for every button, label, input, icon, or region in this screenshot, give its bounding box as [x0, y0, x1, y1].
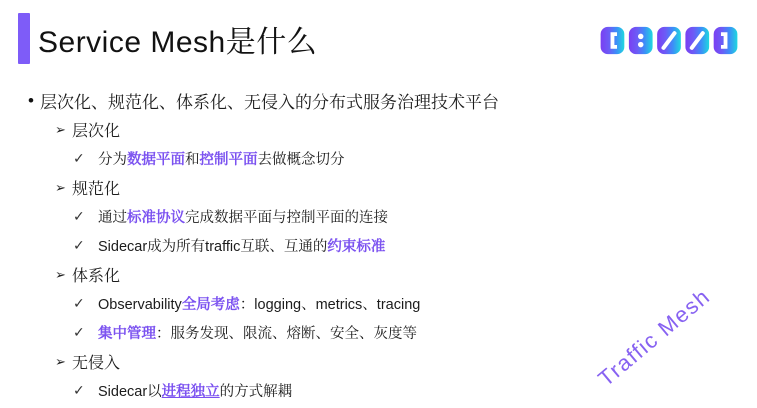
- arrow-bullet-icon: ➢: [55, 353, 66, 369]
- check-icon: ✓: [73, 150, 85, 166]
- check-icon: ✓: [73, 208, 85, 224]
- main-bullet-text: 层次化、规范化、体系化、无侵入的分布式服务治理技术平台: [40, 93, 499, 112]
- highlighted-term: 集中管理: [98, 326, 156, 342]
- highlighted-term: 控制平面: [199, 152, 258, 168]
- detail-item-row: [28, 376, 737, 405]
- dubbo-logo: [600, 25, 738, 56]
- plain-text: 通过: [98, 210, 127, 226]
- highlighted-term: 全局考虑: [181, 297, 240, 313]
- detail-item-row: [28, 289, 737, 318]
- plain-text: 去做概念切分: [257, 152, 345, 168]
- arrow-bullet-icon: ➢: [55, 179, 66, 195]
- check-icon: ✓: [73, 382, 85, 398]
- plain-text: 分为: [98, 152, 127, 168]
- plain-text: 和: [185, 152, 200, 168]
- highlighted-term: 约束标准: [327, 239, 386, 255]
- section-heading-row: [28, 260, 737, 289]
- check-icon: ✓: [73, 295, 85, 311]
- page-title: Service Mesh是什么: [38, 26, 318, 59]
- plain-text: ：服务发现、限流、熔断、安全、灰度等: [156, 326, 417, 342]
- main-bullet-row: [28, 86, 737, 115]
- detail-item-row: [28, 202, 737, 231]
- logo-letter-u: [629, 27, 653, 54]
- highlighted-term: 标准协议: [127, 210, 185, 226]
- arrow-bullet-icon: ➢: [55, 121, 66, 137]
- highlighted-term: 进程独立: [161, 384, 220, 400]
- check-icon: ✓: [73, 237, 85, 253]
- plain-text: Observability: [98, 297, 182, 313]
- section-heading-row: [28, 115, 737, 144]
- dot-bullet-icon: •: [28, 90, 34, 110]
- detail-item-text: [98, 322, 417, 343]
- detail-item-text: [98, 235, 385, 256]
- highlighted-term: 数据平面: [127, 152, 185, 168]
- plain-text: ：logging、metrics、tracing: [239, 297, 421, 313]
- section-heading-text: 规范化: [72, 181, 121, 198]
- watermark-traffic-mesh: Traffic Mesh: [593, 283, 715, 392]
- plain-text: 完成数据平面与控制平面的连接: [185, 210, 388, 226]
- detail-item-row: [28, 231, 737, 260]
- plain-text: 的方式解耦: [219, 384, 293, 400]
- detail-item-text: [98, 206, 388, 227]
- section-heading-text: 层次化: [72, 123, 121, 140]
- section-heading-row: [28, 173, 737, 202]
- detail-item-text: [98, 293, 420, 314]
- detail-item-text: [98, 380, 292, 401]
- title-accent-bar: [18, 13, 30, 64]
- plain-text: Sidecar以: [98, 384, 162, 400]
- detail-item-text: [98, 148, 345, 169]
- check-icon: ✓: [73, 324, 85, 340]
- dubbo-logo-graphic: [600, 25, 738, 56]
- section-heading-text: 无侵入: [72, 355, 121, 372]
- section-heading-text: 体系化: [72, 268, 121, 285]
- detail-item-row: [28, 144, 737, 173]
- arrow-bullet-icon: ➢: [55, 266, 66, 282]
- plain-text: Sidecar成为所有traffic互联、互通的: [98, 239, 328, 255]
